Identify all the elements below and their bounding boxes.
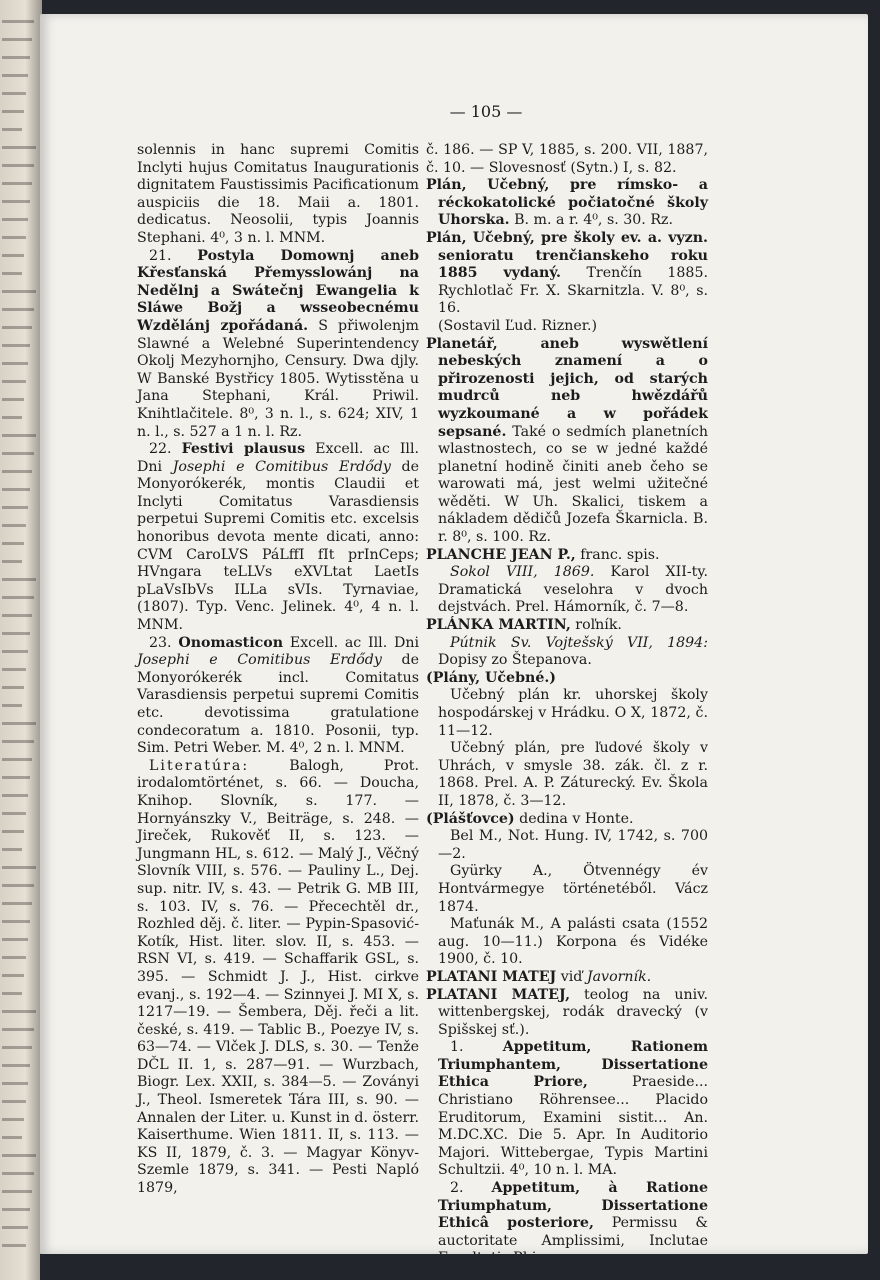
ghost-text-line (2, 488, 30, 491)
entry-23: 23. Onomasticon Excell. ac Ill. Dni Josephi e Comitibus Erdődy de Monyorókerék incl. Comitatus Varasdiensis perpetui supremi Comitis etc. devotissima gratulatione condecoratum a. 1810. Posonii, typ. Sim. Petri Weber. M. 4⁰, 2 n. l. MNM. (137, 634, 420, 757)
entry-planche: PLANCHE JEAN P., franc. spis. (426, 546, 660, 563)
ghost-text-line (2, 686, 24, 689)
entry-sub: Gyürky A., Ötvennégy év Hontvármegye történetéből. Vácz 1874. (438, 863, 708, 915)
chronogram: CVM CaroLVS PáLffI fIt prInCeps; HVngara teLLVs eXVLtat LaetIs pLaVsIbVs ILLa sVIs. (137, 546, 419, 598)
ghost-text-line (2, 758, 32, 761)
ghost-text-line (2, 74, 28, 77)
ghost-text-line (2, 794, 28, 797)
ghost-text-line (2, 398, 24, 401)
ghost-text-line (2, 146, 36, 149)
ghost-text-line (2, 110, 24, 113)
background-bottom (40, 1254, 868, 1280)
ghost-text-line (2, 290, 36, 293)
ghost-text-line (2, 776, 30, 779)
entry-title: Postyla Domownj aneb Křesťanská Přemysslowánj na Nedělnj a Swátečnj Ewangelia k Sláwe Božj a wsseobecnému Wzdělánj zpořádaná. (137, 247, 419, 334)
entry-sub: Sokol VIII, 1869. Karol XII-ty. Dramatická veselohra v dvoch dejstvách. Prel. Hámorník, č. 7—8. (438, 564, 708, 616)
entry-continuation: solennis in hanc supremi Comitis Inclyti hujus Comitatus Inaugurationis dignitatem Faustissimis Pacificationum auspiciis die 18. Maii a. 1801. dedicatus. Neosolii, typis Joannis Stephani. 4⁰, 3 n. l. MNM. (137, 142, 419, 246)
ghost-text-line (2, 452, 34, 455)
entry-21: 21. Postyla Domownj aneb Křesťanská Přemysslowánj na Nedělnj a Swátečnj Ewangelia k Sláwe Božj a wsseobecnému Wzdělánj zpořádaná. S přiwolenjm Slawné a Welebné Superintendency Okolj Mezyhornjho, Censury. Dwa djly. W Banské Bystřicy 1805. Wytisstěna u Jana Stephani, Král. Priwil. Knihtlačitele. 8⁰, 3 n. l., s. 624; XIV, 1 n. l., s. 527 a 1 n. l. Rz. (137, 247, 419, 440)
ghost-text-line (2, 1244, 26, 1247)
entry-platani-2: 2. Appetitum, à Ratione Triumphatum, Dissertatione Ethicâ posteriore, Permissu & auctoritate Amplissimi, Inclutae (438, 1180, 708, 1249)
ghost-text-line (2, 578, 36, 581)
ghost-text-line (2, 1226, 28, 1229)
ghost-text-line (2, 596, 34, 599)
ghost-text-line (2, 470, 32, 473)
ghost-text-line (2, 812, 26, 815)
ghost-text-line (2, 416, 22, 419)
ghost-text-line (2, 722, 36, 725)
ghost-text-line (2, 380, 26, 383)
ghost-text-line (2, 830, 24, 833)
ghost-text-line (2, 38, 32, 41)
ghost-text-line (2, 308, 34, 311)
entry-sub: Učebný plán, pre ľudové školy v Uhrách, v smysle 38. zák. čl. z r. 1868. Prel. A. P. Záturecký. Ev. Škola II, 1878, č. 3—12. (438, 740, 708, 809)
ghost-text-line (2, 254, 24, 257)
ghost-text-line (2, 236, 26, 239)
ghost-text-line (2, 668, 26, 671)
ghost-text-line (2, 200, 30, 203)
ghost-text-line (2, 1010, 36, 1013)
ghost-text-line (2, 1118, 24, 1121)
ghost-text-line (2, 614, 32, 617)
ghost-text-line (2, 20, 34, 23)
ghost-text-line (2, 920, 30, 923)
ghost-text-line (2, 56, 30, 59)
ghost-text-line (2, 1100, 26, 1103)
entry-sub: Učebný plán kr. uhorskej školy hospodárskej v Hrádku. O X, 1872, č. 11—12. (438, 687, 708, 739)
ghost-text-line (2, 1172, 34, 1175)
entry-plan-ucebny-1: Plán, Učebný, pre rímsko- a réckokatolické počiatočné školy Uhorska. B. m. a r. 4⁰, s. 30. Rz. (426, 177, 708, 229)
entry-note: (Sostavil Ľud. Rizner.) (438, 317, 597, 334)
ghost-text-line (2, 1046, 32, 1049)
ghost-text-line (2, 1154, 36, 1157)
ghost-text-line (2, 218, 28, 221)
ghost-text-line (2, 1208, 30, 1211)
ghost-text-line (2, 344, 30, 347)
ghost-text-line (2, 434, 36, 437)
entry-continuation: č. 186. — SP V, 1885, s. 200. VII, 1887, č. 10. — Slovesnosť (Sytn.) I, s. 82. (426, 142, 708, 176)
ghost-text-line (2, 560, 22, 563)
ghost-text-line (2, 326, 32, 329)
ghost-text-line (2, 740, 34, 743)
ghost-text-line (2, 902, 32, 905)
ghost-text-line (2, 938, 28, 941)
entry-platani-1: 1. Appetitum, Rationem Triumphantem, Dissertatione Ethica Priore, Praeside... Christiano Röhrensee... Placido Eruditorum, Examini sistit... An. M.DC.XC. Die 5. Apr. In Auditorio Majori. Wittebergae, Typis Martini Schultzii. 4⁰, 10 n. l. MA. (438, 1039, 708, 1179)
left-column (137, 142, 419, 1198)
ghost-text-line (2, 884, 34, 887)
entry-sub: Maťunák M., A palásti csata (1552 aug. 10—11.) Korpona és Vidéke 1900, č. 10. (438, 916, 708, 968)
ghost-text-line (2, 992, 22, 995)
entry-title: Onomasticon (178, 634, 284, 651)
entry-plan-ucebny-2: Plán, Učebný, pre školy ev. a. vyzn. senioratu trenčianskeho roku 1885 vydaný. Trenčín 1885. Rychlotlač Fr. X. Skarnitzla. V. 8⁰, s. 16. (426, 229, 708, 317)
ghost-text-line (2, 1136, 22, 1139)
entry-sub: Bel M., Not. Hung. IV, 1742, s. 700—2. (438, 828, 708, 862)
ghost-text-line (2, 128, 22, 131)
entry-platani: PLATANI MATEJ, teolog na univ. wittenbergskej, rodák dravecký (v Spišskej sť.). (426, 986, 708, 1038)
ghost-text-line (2, 272, 22, 275)
entry-platani-ref: PLATANI MATEJ viď Javorník. (426, 968, 652, 985)
ghost-text-line (2, 704, 22, 707)
ghost-text-line (2, 650, 28, 653)
ghost-text-line (2, 362, 28, 365)
ghost-text-line (2, 524, 26, 527)
ghost-text-line (2, 506, 28, 509)
ghost-text-line (2, 542, 24, 545)
book-page (40, 14, 868, 1254)
previous-page-edge (0, 0, 42, 1280)
entry-22: 22. Festivi plausus Excell. ac Ill. Dni Josephi e Comitibus Erdődy de Monyorókerék, montis Claudii et Inclyti Comitatus Varasdiensis perpetui Supremi Comitis etc. excelsis honoribus devota mente dicati, anno: CVM CaroLVS PáLffI fIt prInCeps; HVngara teLLVs eXVLtat LaetIs pLaVsIbVs ILLa sVIs. Tyrnaviae, (1807). Typ. Venc. Jelinek. 4⁰, 4 n. l. MNM. (137, 441, 420, 634)
ghost-text-line (2, 956, 26, 959)
literature-section: Literatúra: Balogh, Prot. irodalomtörténet, s. 66. — Doucha, Knihop. Slovník, s. 177. — Hornyánszky V., Beiträge, s. 248. — Jireček, Rukověť II, s. 123. — Jungmann HL, s. 612. — Malý J., Věčný Slovník VIII, s. 576. — Pauliny L., Dej. sup. nitr. IV, s. 43. — Petrik G. MB III, s. 103. IV, s. 76. — Přecechtěl dr., Rozhled děj. č. liter. — Pypin-Spasović-Kotík, Hist. liter. slov. II, s. 453. — RSN VI, s. 419. — Schaffarik GSL, s. 395. — Schmidt J. J., Hist. cirkve evanj., s. 192—4. — Szinnyei J. MI X, s. 1217—19. — Šembera, Děj. řeči a lit. české, s. 419. — Tablic B., Poezye IV, s. 63—74. — Vlček J. DLS, s. 30. — Tenže DČL II. 1, s. 287—91. — Wurzbach, Biogr. Lex. XXII, s. 384—5. — Zoványi J., Theol. Ismeretek Tára III, s. 90. — Annalen der Liter. u. Kunst in d. österr. Kaiserthume. Wien 1811. II, s. 113. — KS II, 1879, č. 3. — Magyar Könyv-Szemle 1879, s. 341. — Pesti Napló 1879, (137, 757, 419, 1197)
entry-planka: PLÁNKA MARTIN, roľník. (426, 617, 622, 634)
ghost-text-line (2, 1190, 32, 1193)
ghost-text-line (2, 1028, 34, 1031)
ghost-text-line (2, 92, 26, 95)
ghost-text-line (2, 866, 36, 869)
ghost-text-line (2, 974, 24, 977)
ghost-text-line (2, 848, 22, 851)
ghost-text-line (2, 1082, 28, 1085)
ghost-text-line (2, 164, 34, 167)
page-number: — 105 — (449, 102, 523, 121)
ghost-text-line (2, 1064, 30, 1067)
ghost-text-line (2, 182, 32, 185)
entry-plastovce: (Plášťovce) dedina v Honte. (426, 810, 634, 827)
ghost-text-line (2, 632, 30, 635)
entry-sub: Pútnik Sv. Vojtešský VII, 1894: Dopisy zo Štepanova. (438, 634, 708, 669)
right-column (426, 142, 708, 1268)
entry-planetar: Planetář, aneb wyswětlení nebeských znamení a o přirozenosti jejich, od starých mudrců neb hwězdářů wyzkoumané a w pořádek sepsané. Také o sedmích planetních wlastnostech, co se w jedné každé planetní hodině činiti aneb čeho se warowati má, jest welmi užitečné wěděti. W Uh. Skalici, tiskem a nákladem dědičů Jozefa Škarnicla. B. r. 8⁰, s. 100. Rz. (426, 335, 708, 546)
entry-title: Festivi plausus (181, 441, 306, 458)
literature-label: Literatúra: (149, 757, 250, 774)
entry-plany: (Plány, Učebné.) (426, 669, 556, 686)
